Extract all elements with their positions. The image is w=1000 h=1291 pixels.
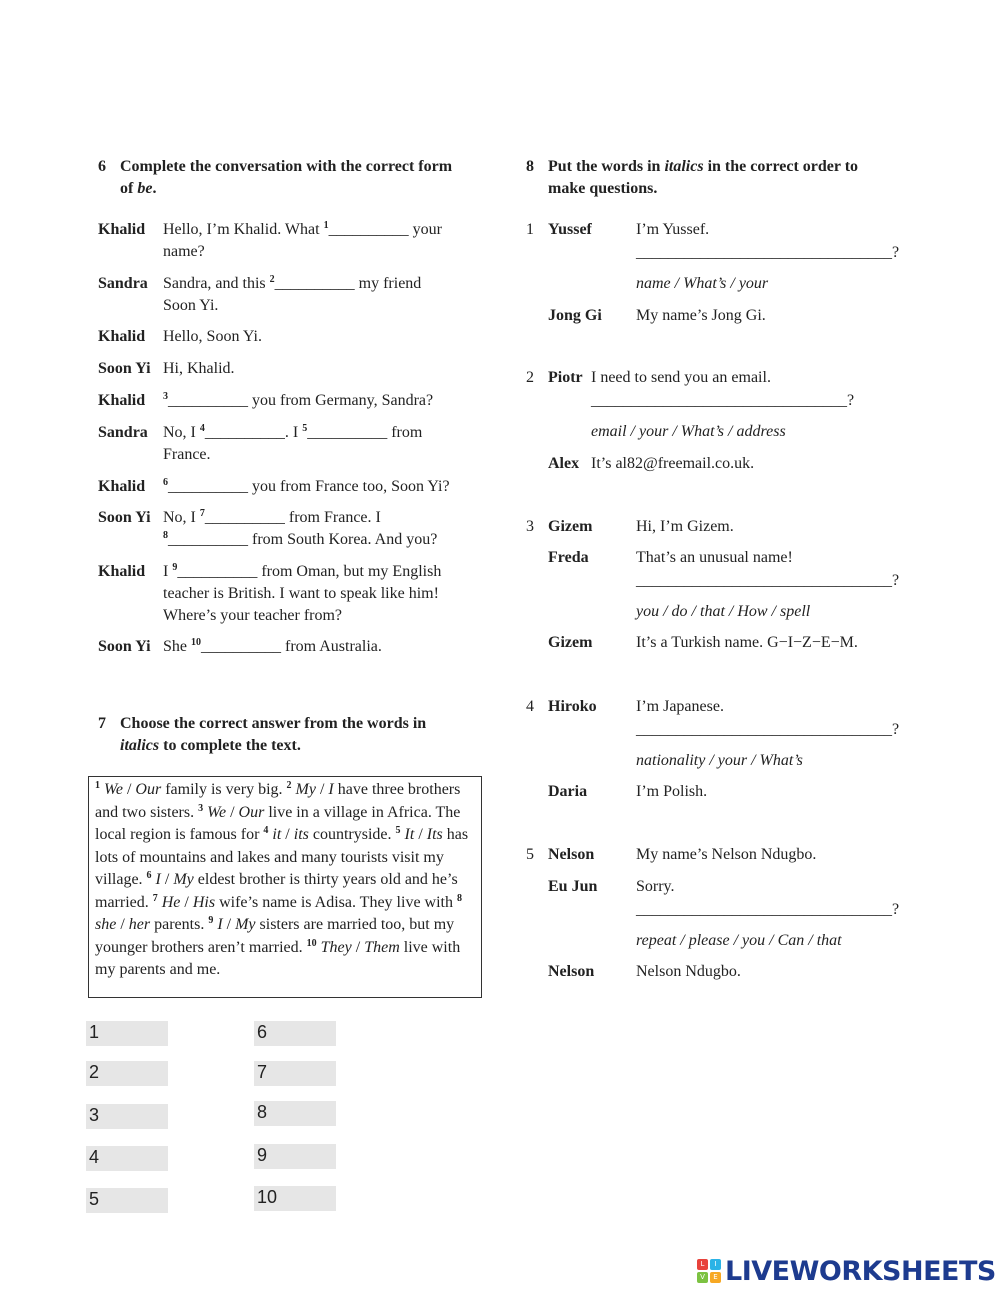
gap-number: 1 — [323, 220, 329, 231]
answer-number: 1 — [89, 1022, 100, 1042]
gap-number: 10 — [191, 637, 201, 648]
speaker-name: Yussef — [548, 221, 592, 238]
option-word: her — [128, 916, 151, 933]
gap-number: 9 — [172, 562, 178, 573]
line-text: Hello, Soon Yi. — [163, 328, 262, 345]
gap-number: 2 — [286, 780, 292, 791]
line-text: My name’s Jong Gi. — [636, 307, 766, 324]
answer-blank[interactable]: ________________________________? — [636, 901, 900, 918]
line-text: Sorry. — [636, 878, 675, 895]
ex7-heading — [98, 713, 488, 757]
answer-field-10[interactable] — [254, 1186, 336, 1211]
ex6-title-period: . — [152, 180, 157, 197]
speaker-name: Khalid — [98, 328, 146, 345]
option-word: It — [404, 826, 415, 843]
speaker-name: Freda — [548, 549, 589, 566]
question-number: 5 — [526, 846, 534, 863]
answer-field-4[interactable] — [86, 1146, 168, 1171]
answer-number: 8 — [257, 1102, 268, 1122]
gap-text: __________ your — [328, 221, 442, 238]
speaker-name: Soon Yi — [98, 509, 151, 526]
ex6-title-be: be — [137, 180, 153, 197]
answer-number: 5 — [89, 1189, 100, 1209]
speaker-name: Hiroko — [548, 698, 597, 715]
answer-number: 3 — [89, 1105, 100, 1125]
slash: / — [222, 916, 236, 933]
text: has lots of mountains and lakes and many tourists visit my village. — [95, 826, 469, 888]
ex6-title: Complete the conversation with the correct form — [120, 158, 453, 175]
line-text: My name’s Nelson Ndugbo. — [636, 846, 817, 863]
logo-block: L — [697, 1259, 708, 1270]
gap-number: 5 — [302, 423, 308, 434]
text: parents. — [150, 916, 209, 933]
line-text — [163, 219, 442, 263]
gap-number: 6 — [163, 477, 168, 488]
ex6-title-cont: of — [120, 180, 138, 197]
question-number: 1 — [526, 221, 534, 238]
gap-number: 7 — [152, 892, 158, 904]
ex7-number: 7 — [98, 715, 106, 732]
ex8-title-line2: make questions. — [548, 180, 658, 197]
option-word: she — [95, 916, 117, 933]
gap-number: 8 — [163, 530, 168, 541]
answer-blank[interactable]: ________________________________? — [636, 572, 900, 589]
gap-number: 3 — [163, 391, 168, 402]
speaker-name: Soon Yi — [98, 360, 151, 377]
logo-block: E — [710, 1272, 721, 1283]
line-text — [163, 273, 421, 317]
question-number: 4 — [526, 698, 534, 715]
gap-text: __________ from Oman, but my English — [177, 563, 442, 580]
option-word: My — [235, 916, 256, 933]
line-text: I’m Polish. — [636, 783, 708, 800]
line-text: I’m Yussef. — [636, 221, 710, 238]
word-hint: name / What’s / your — [636, 275, 769, 292]
option-word: Its — [426, 826, 443, 843]
answer-field-1[interactable] — [86, 1021, 168, 1046]
speaker-name: Nelson — [548, 963, 595, 980]
line-text: It’s a Turkish name. G−I−Z−E−M. — [636, 634, 858, 651]
ex8-title-cont: in the correct order to — [703, 158, 859, 175]
gap-text: __________ you from Germany, Sandra? — [168, 392, 434, 409]
speaker-name: Alex — [548, 455, 580, 472]
answer-number: 10 — [257, 1187, 278, 1207]
gap-number: 7 — [199, 508, 205, 519]
gap-text: __________ from Australia. — [201, 638, 382, 655]
liveworksheets-logo — [697, 1256, 996, 1286]
speaker-name: Khalid — [98, 563, 146, 580]
slash: / — [122, 781, 136, 798]
gap-number: 4 — [263, 825, 269, 836]
slash: / — [226, 803, 239, 821]
answer-field-5[interactable] — [86, 1188, 168, 1213]
speaker-name: Soon Yi — [98, 638, 151, 655]
option-word: it — [272, 826, 282, 843]
text: live with my parents and me. — [95, 938, 461, 978]
text: I — [163, 563, 173, 580]
logo-block: I — [710, 1259, 721, 1270]
gap-number: 1 — [95, 780, 100, 791]
line-text: That’s an unusual name! — [636, 549, 793, 566]
answer-field-9[interactable] — [254, 1144, 336, 1169]
gap-number: 8 — [456, 892, 462, 904]
ex6-heading — [98, 156, 488, 200]
line-text — [163, 561, 441, 627]
slash: / — [315, 781, 329, 798]
slash: / — [116, 916, 129, 933]
option-word: They — [320, 938, 352, 956]
logo-text: LIVEWORKSHEETS — [725, 1255, 996, 1287]
answer-field-6[interactable] — [254, 1021, 336, 1046]
text: France. — [163, 446, 211, 463]
answer-field-7[interactable] — [254, 1061, 336, 1086]
ex6-number: 6 — [98, 158, 106, 175]
line-text — [163, 507, 437, 551]
speaker-name: Jong Gi — [548, 307, 602, 324]
gap-text: __________ my friend — [274, 275, 422, 292]
gap-number: 3 — [198, 802, 204, 814]
line-text: Nelson Ndugbo. — [636, 963, 741, 980]
gap-text: __________ from — [307, 424, 423, 441]
speaker-name: Khalid — [98, 392, 146, 409]
gap-text: __________ from France. I — [204, 509, 381, 526]
gap-text: __________ from South Korea. And you? — [168, 531, 438, 548]
option-word: We — [207, 803, 227, 821]
gap-number: 9 — [208, 915, 214, 926]
option-word: My — [295, 781, 316, 798]
option-word: Them — [364, 938, 400, 956]
line-text: Hi, Khalid. — [163, 360, 235, 377]
gap-number: 10 — [306, 937, 317, 949]
speaker-name: Nelson — [548, 846, 595, 863]
slash: / — [281, 826, 294, 843]
speaker-name: Eu Jun — [548, 878, 598, 895]
speaker-name: Sandra — [98, 275, 148, 292]
answer-number: 2 — [89, 1062, 100, 1082]
option-word: His — [192, 893, 216, 911]
line-text: Hi, I’m Gizem. — [636, 518, 734, 535]
gap-number: 5 — [395, 825, 401, 836]
gap-number: 4 — [199, 423, 205, 434]
answer-number: 7 — [257, 1062, 268, 1082]
answer-field-2[interactable] — [86, 1061, 168, 1086]
option-word: We — [104, 781, 123, 798]
logo-icon — [697, 1259, 721, 1283]
speaker-name: Piotr — [548, 369, 583, 386]
option-word: Our — [238, 803, 265, 821]
line-text: It’s al82@freemail.co.uk. — [591, 455, 755, 472]
word-hint: nationality / your / What’s — [636, 752, 803, 769]
ex7-title-cont: to complete the text. — [159, 737, 301, 754]
line-text — [163, 636, 382, 658]
answer-number: 4 — [89, 1147, 100, 1167]
word-hint: repeat / please / you / Can / that — [636, 932, 842, 949]
text: Soon Yi. — [163, 297, 219, 314]
word-hint: you / do / that / How / spell — [636, 603, 811, 620]
gap-text: __________ you from France too, Soon Yi? — [168, 478, 450, 495]
speaker-name: Gizem — [548, 518, 593, 535]
text: Hello, I’m Khalid. What — [163, 221, 324, 238]
speaker-name: Sandra — [98, 424, 148, 441]
speaker-name: Khalid — [98, 221, 146, 238]
option-word: I — [217, 916, 223, 933]
slash: / — [160, 871, 174, 888]
answer-number: 6 — [257, 1022, 268, 1042]
line-text — [163, 390, 433, 412]
gap-number: 2 — [269, 274, 275, 285]
ex7-text-box — [88, 776, 482, 998]
gap-text: __________. I — [204, 424, 303, 441]
text: live in a village in Africa. The local region is famous for — [95, 803, 461, 843]
answer-field-8[interactable] — [254, 1101, 336, 1126]
text: She — [163, 638, 191, 655]
text: countryside. — [308, 826, 396, 843]
logo-block: V — [697, 1272, 708, 1283]
text: name? — [163, 243, 205, 260]
word-hint: email / your / What’s / address — [591, 423, 786, 440]
ex8-title: Put the words in — [548, 158, 665, 175]
answer-field-3[interactable] — [86, 1104, 168, 1129]
text: family is very big. — [161, 781, 287, 798]
line-text — [163, 476, 450, 498]
option-word: its — [293, 826, 309, 843]
option-word: My — [173, 871, 194, 888]
answer-number: 9 — [257, 1145, 268, 1165]
speaker-name: Gizem — [548, 634, 593, 651]
option-word: He — [161, 893, 181, 911]
question-number: 3 — [526, 518, 534, 535]
text: No, I — [163, 424, 200, 441]
answer-blank[interactable]: ________________________________? — [591, 392, 855, 409]
ex8-number: 8 — [526, 158, 534, 175]
answer-blank[interactable]: ________________________________? — [636, 721, 900, 738]
slash: / — [351, 938, 365, 956]
option-word: I — [155, 871, 161, 888]
ex8-heading — [526, 156, 926, 200]
answer-blank[interactable]: ________________________________? — [636, 244, 900, 261]
option-word: I — [328, 781, 334, 798]
speaker-name: Khalid — [98, 478, 146, 495]
ex8-title-italics: italics — [664, 158, 704, 175]
question-number: 2 — [526, 369, 534, 386]
text: No, I — [163, 509, 200, 526]
text: Where’s your teacher from? — [163, 607, 343, 624]
text: teacher is British. I want to speak like him! — [163, 585, 439, 602]
text: have three brothers and two sisters. — [95, 781, 461, 821]
line-text: I need to send you an email. — [591, 369, 771, 386]
gap-number: 6 — [146, 870, 152, 881]
line-text: I’m Japanese. — [636, 698, 724, 715]
text: eldest brother is thirty years old and he’s married. — [95, 871, 458, 911]
text: Sandra, and this — [163, 275, 270, 292]
text: sisters are married too, but my younger brothers aren’t married. — [95, 916, 455, 956]
ex7-title: Choose the correct answer from the words in — [120, 715, 427, 732]
speaker-name: Daria — [548, 783, 588, 800]
text: wife’s name is Adisa. They live with — [215, 893, 457, 911]
ex7-title-italics: italics — [120, 737, 160, 754]
slash: / — [414, 826, 427, 843]
option-word: Our — [135, 781, 162, 798]
slash: / — [180, 893, 193, 911]
line-text — [163, 422, 422, 466]
